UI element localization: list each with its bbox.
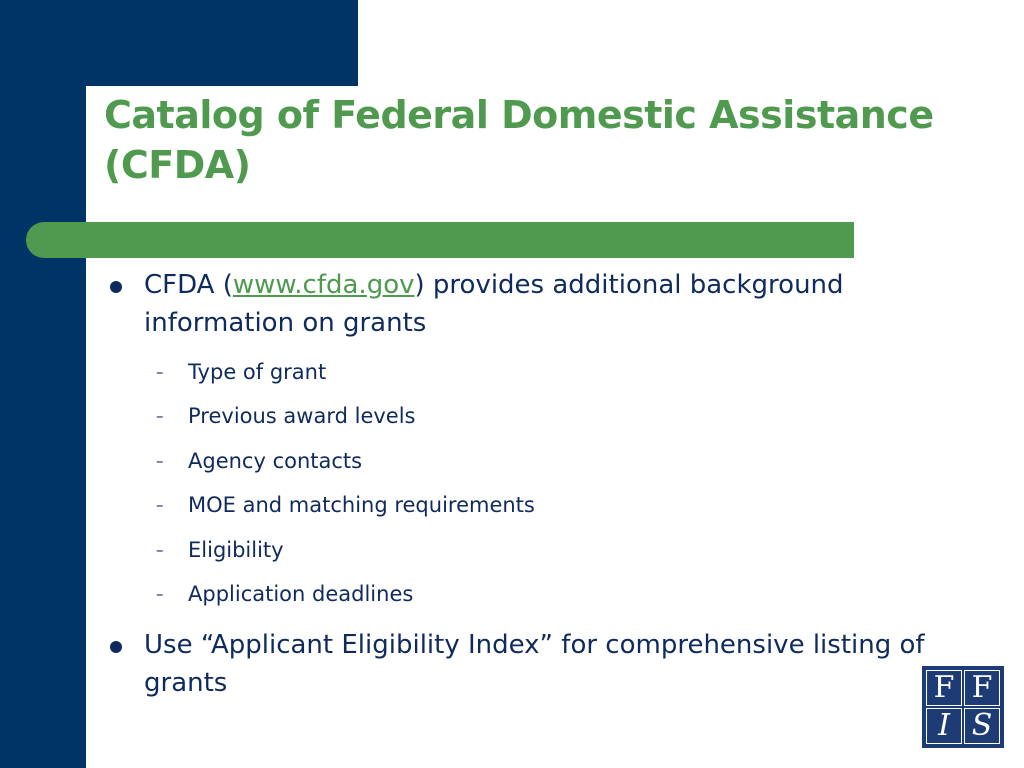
sub-item-eligibility [104,528,954,572]
bullet-text-after-link: ) provides additional background information on grants [144,270,844,338]
sub-bullet-list [104,350,954,616]
top-navy-block [0,0,358,86]
sub-item-label: Agency contacts [188,448,363,473]
dash-icon: – [156,407,164,426]
dash-icon: – [156,363,164,381]
sub-item-label: Type of grant [188,360,327,384]
logo-letter: F [926,670,962,706]
dash-icon: – [156,451,164,470]
sub-item-agency-contacts [104,439,954,483]
bullet-text: Use “Applicant Eligibility Index” for comprehensive listing of grants [144,630,925,699]
sub-item-type-of-grant [104,350,954,394]
sub-item-label: Eligibility [188,537,284,562]
logo-letter: S [964,708,1000,744]
bullet-text-before-link: CFDA ( [144,270,233,300]
sub-item-moe-matching [104,483,954,527]
bullet-dot-icon [110,281,122,293]
bullet-item-eligibility-index [104,626,954,702]
logo-letter: I [926,708,962,744]
title-underline-bar [26,222,854,258]
logo-letter: F [964,670,1000,706]
dash-icon: – [156,584,164,603]
ffis-logo [922,666,1004,748]
bullet-dot-icon [110,641,122,653]
sub-item-application-deadlines [104,572,954,616]
slide-title: Catalog of Federal Domestic Assistance (CFDA) [104,93,934,187]
dash-icon: – [156,496,164,515]
dash-icon: – [156,540,164,559]
sub-item-label: MOE and matching requirements [188,493,535,518]
sub-item-previous-award-levels [104,394,954,438]
bullet-item-cfda [104,266,954,342]
left-navy-bar [0,0,86,768]
sub-item-label: Application deadlines [188,581,414,606]
sub-item-label: Previous award levels [188,404,416,429]
cfda-link[interactable]: www.cfda.gov [232,270,415,300]
slide-body [104,266,954,702]
